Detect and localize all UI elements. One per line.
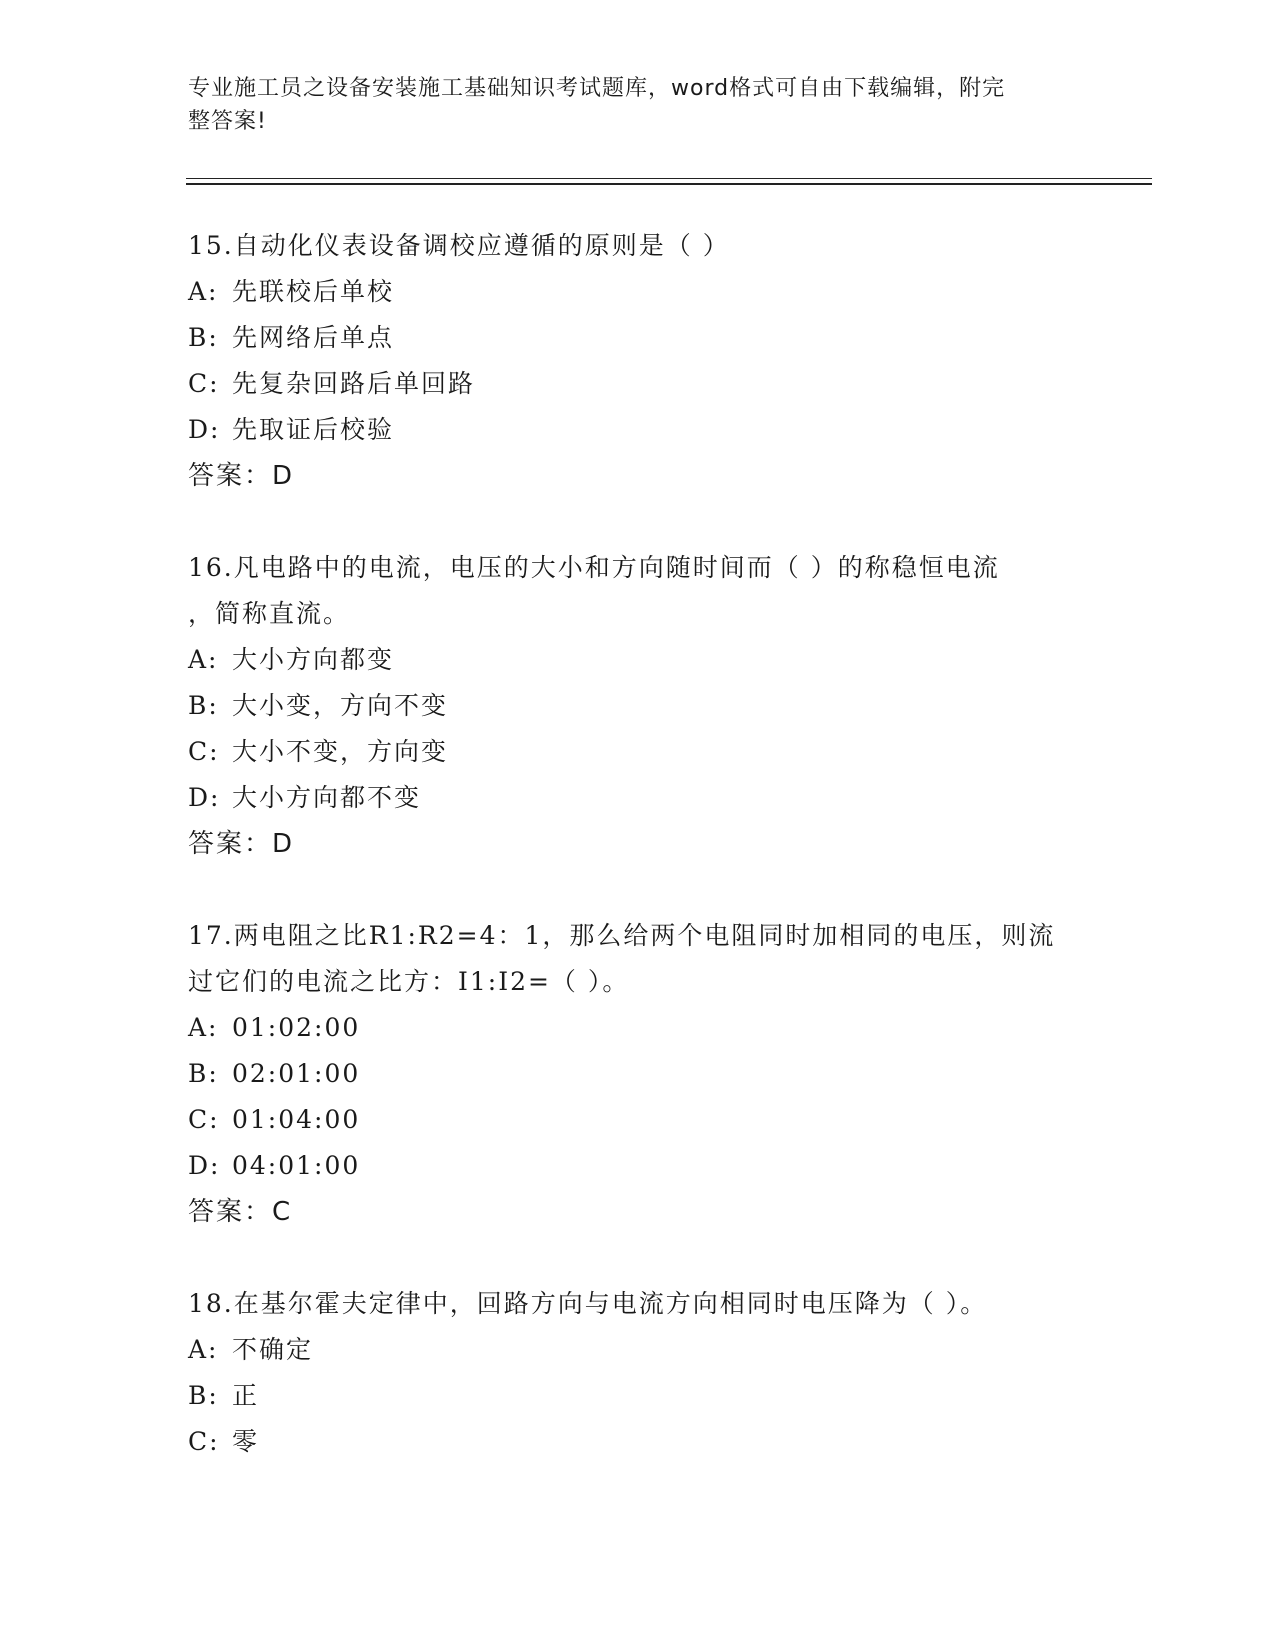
option-b xyxy=(188,683,1088,729)
question-stem-continuation: 过它们的电流之比方：I1:I2=（ ）。 xyxy=(188,967,630,996)
option-d xyxy=(188,775,1088,821)
header-divider-bottom xyxy=(186,183,1152,185)
option-letter: B: xyxy=(188,323,219,352)
question-stem-continuation: ，简称直流。 xyxy=(188,599,351,628)
option-d xyxy=(188,1143,1088,1189)
question-16 xyxy=(188,545,1088,867)
question-stem: 17.两电阻之比R1:R2=4：1，那么给两个电阻同时加相同的电压，则流 xyxy=(188,921,1056,950)
option-text: 正 xyxy=(232,1381,260,1410)
option-a xyxy=(188,1327,1088,1373)
header-line-2: 整答案! xyxy=(188,109,267,134)
option-letter: B: xyxy=(188,1381,219,1410)
option-text: 大小不变，方向变 xyxy=(232,737,449,766)
option-text: 零 xyxy=(232,1427,260,1456)
question-stem: 15.自动化仪表设备调校应遵循的原则是（ ） xyxy=(188,231,730,260)
option-text: 大小方向都变 xyxy=(232,645,395,674)
option-text: 先联校后单校 xyxy=(232,277,395,306)
option-a xyxy=(188,637,1088,683)
option-letter: A: xyxy=(188,1335,219,1364)
option-b xyxy=(188,1051,1088,1097)
header-line-1: 专业施工员之设备安装施工基础知识考试题库，word格式可自由下载编辑，附完 xyxy=(188,76,1006,101)
option-a xyxy=(188,1005,1088,1051)
option-text: 先取证后校验 xyxy=(232,415,395,444)
option-letter: C: xyxy=(188,369,220,398)
header-divider-top xyxy=(186,178,1152,179)
question-17 xyxy=(188,913,1088,1235)
document-header xyxy=(188,72,1068,138)
option-letter: D: xyxy=(188,1151,221,1180)
option-c xyxy=(188,361,1088,407)
option-letter: B: xyxy=(188,691,219,720)
answer-line: 答案：C xyxy=(188,1197,293,1227)
question-15 xyxy=(188,223,1088,499)
option-text: 先复杂回路后单回路 xyxy=(232,369,476,398)
question-stem: 18.在基尔霍夫定律中，回路方向与电流方向相同时电压降为（ ）。 xyxy=(188,1289,988,1318)
option-a xyxy=(188,269,1088,315)
option-c xyxy=(188,729,1088,775)
option-text: 02:01:00 xyxy=(232,1059,361,1088)
option-text: 01:02:00 xyxy=(232,1013,361,1042)
option-c xyxy=(188,1097,1088,1143)
option-letter: D: xyxy=(188,783,221,812)
option-text: 先网络后单点 xyxy=(232,323,395,352)
question-18 xyxy=(188,1281,1088,1465)
option-text: 不确定 xyxy=(232,1335,314,1364)
question-stem: 16.凡电路中的电流，电压的大小和方向随时间而（ ）的称稳恒电流 xyxy=(188,553,1000,582)
option-letter: D: xyxy=(188,415,221,444)
answer-line: 答案：D xyxy=(188,829,295,859)
option-text: 01:04:00 xyxy=(232,1105,361,1134)
option-text: 大小变，方向不变 xyxy=(232,691,449,720)
option-letter: C: xyxy=(188,1427,220,1456)
option-b xyxy=(188,315,1088,361)
option-letter: B: xyxy=(188,1059,219,1088)
option-letter: A: xyxy=(188,277,219,306)
option-d xyxy=(188,407,1088,453)
option-letter: A: xyxy=(188,1013,219,1042)
option-text: 大小方向都不变 xyxy=(232,783,422,812)
option-letter: C: xyxy=(188,1105,220,1134)
option-c xyxy=(188,1419,1088,1465)
option-letter: C: xyxy=(188,737,220,766)
option-letter: A: xyxy=(188,645,219,674)
option-b xyxy=(188,1373,1088,1419)
option-text: 04:01:00 xyxy=(232,1151,361,1180)
answer-line: 答案：D xyxy=(188,461,295,491)
